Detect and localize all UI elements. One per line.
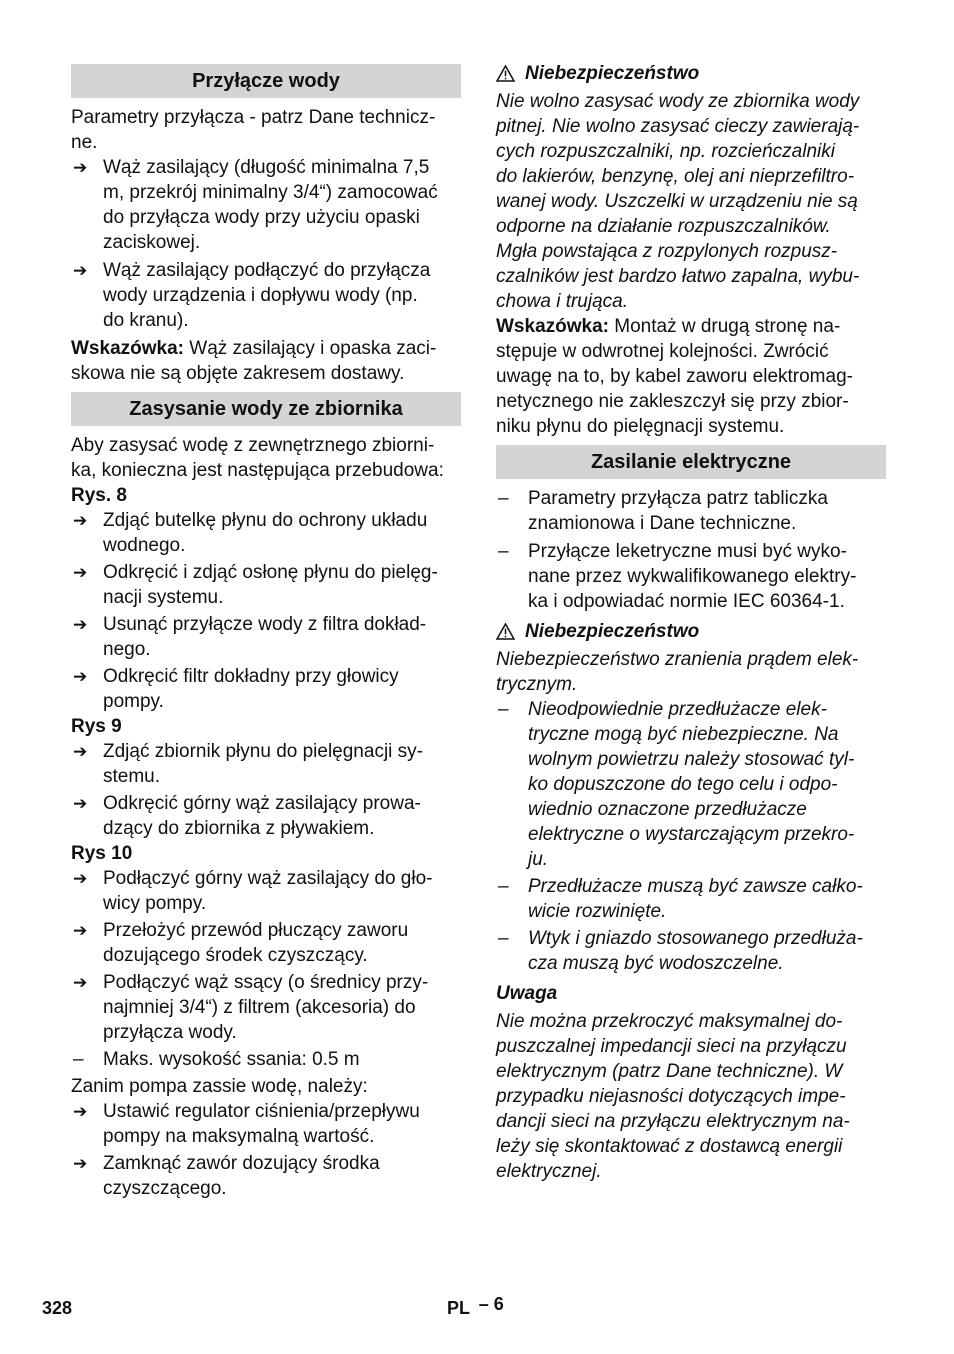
step-item: [71, 791, 461, 841]
step-item: [71, 1151, 461, 1201]
step-item: [71, 612, 461, 662]
step-item: [71, 664, 461, 714]
step-item: [71, 866, 461, 916]
text-line: zaciskowej.: [103, 232, 201, 253]
text-line: nacji systemu.: [103, 587, 224, 608]
warning-triangle-icon: [496, 65, 515, 82]
text-line: uwagę na to, by kabel zaworu elektromag-: [496, 366, 853, 387]
step-item: [71, 1099, 461, 1149]
arrow-icon: ➔: [73, 742, 88, 761]
text-line: Parametry przyłącza patrz tabliczka: [528, 488, 828, 509]
dash-item: [496, 697, 886, 872]
note: [496, 314, 886, 439]
arrow-icon: ➔: [73, 158, 88, 177]
text-line: Nie można przekroczyć maksymalnej do-: [496, 1011, 843, 1032]
text-line: nego.: [103, 639, 151, 660]
arrow-icon: ➔: [73, 563, 88, 582]
text-line: Niebezpieczeństwo: [525, 621, 700, 642]
text-line: Odkręcić filtr dokładny przy głowicy: [103, 666, 399, 687]
warning-heading: [496, 619, 886, 644]
text-line: chowa i trująca.: [496, 291, 629, 312]
arrow-icon: ➔: [73, 869, 88, 888]
dash-item: [71, 1047, 461, 1072]
text-line: do przyłącza wody przy użyciu opaski: [103, 207, 420, 228]
text-line: ka, konieczna jest następująca przebudowa:: [71, 460, 444, 481]
dash-item: [496, 926, 886, 976]
text-line: Wskazówka:: [496, 316, 609, 337]
text-line: Przełożyć przewód płuczący zaworu: [103, 920, 409, 941]
step-item: [71, 560, 461, 610]
text-line: Montaż w drugą stronę na-: [608, 316, 841, 337]
text-line: Niebezpieczeństwo zranienia prądem elek-: [496, 649, 859, 670]
text-line: Wąż zasilający podłączyć do przyłącza: [103, 260, 431, 281]
dash-icon: –: [498, 699, 509, 720]
step-item: [71, 258, 461, 333]
text-line: wody urządzenia i dopływu wody (np.: [103, 285, 418, 306]
figure-ref: Rys 10: [71, 843, 133, 864]
text-line: Zamknąć zawór dozujący środka: [103, 1153, 380, 1174]
dash-item: [496, 874, 886, 924]
arrow-icon: ➔: [73, 667, 88, 686]
text-line: m, przekrój minimalny 3/4“) zamocować: [103, 182, 438, 203]
text-line: Nieodpowiednie przedłużacze elek-: [528, 699, 827, 720]
step-item: [71, 970, 461, 1045]
text-line: dancji sieci na przyłączu elektrycznym na-: [496, 1111, 850, 1132]
page-number: 328: [42, 1298, 73, 1318]
text-line: – 6: [478, 1294, 504, 1314]
section-heading: Zasilanie elektryczne: [496, 445, 886, 479]
text-line: Podłączyć górny wąż zasilający do gło-: [103, 868, 433, 889]
arrow-icon: ➔: [73, 1102, 88, 1121]
text-line: Zdjąć zbiornik płynu do pielęgnacji sy-: [103, 741, 423, 762]
text-line: ne.: [71, 132, 98, 153]
text-line: cych rozpuszczalniki, np. rozcieńczalniki: [496, 141, 835, 162]
step-item: [71, 739, 461, 789]
section-heading: Zasysanie wody ze zbiornika: [71, 392, 461, 426]
text-line: Wąż zasilający (długość minimalna 7,5: [103, 157, 430, 178]
language-page-label: [447, 1294, 504, 1319]
text-line: czalników jest bardzo łatwo zapalna, wybu-: [496, 266, 860, 287]
dash-icon: –: [73, 1049, 84, 1070]
text-line: Wąż zasilający i opaska zaci-: [183, 338, 437, 359]
caution-text: [496, 1009, 886, 1184]
text-line: Nie wolno zasysać wody ze zbiornika wody: [496, 91, 860, 112]
text-line: najmniej 3/4“) z filtrem (akcesoria) do: [103, 997, 416, 1018]
text-line: znamionowa i Dane techniczne.: [528, 513, 797, 534]
warning-text: [496, 89, 886, 314]
text-line: elektryczne o wystarczającym przekro-: [528, 824, 855, 845]
text-line: Zdjąć butelkę płynu do ochrony układu: [103, 510, 428, 531]
text-line: niku płynu do pielęgnacji systemu.: [496, 416, 785, 437]
warning-heading: [496, 61, 886, 86]
text-line: wolnym powietrzu należy stosować tyl-: [528, 749, 855, 770]
dash-item: [496, 539, 886, 614]
warning-text: [496, 647, 886, 697]
warning-triangle-icon: [496, 623, 515, 640]
text-line: przyłącza wody.: [103, 1022, 237, 1043]
text-line: odporne na działanie rozpuszczalników.: [496, 216, 831, 237]
text-line: wiednio oznaczone przedłużacze: [528, 799, 807, 820]
text-line: wicie rozwinięte.: [528, 901, 667, 922]
text-line: stemu.: [103, 766, 161, 787]
text-line: Odkręcić i zdjąć osłonę płynu do pielęg-: [103, 562, 438, 583]
caution-heading: Uwaga: [496, 983, 558, 1004]
text-line: ju.: [528, 849, 549, 870]
text-line: Odkręcić górny wąż zasilający prowa-: [103, 793, 421, 814]
text-line: Usunąć przyłącze wody z filtra dokład-: [103, 614, 427, 635]
left-column: [71, 64, 461, 1201]
section-heading: Przyłącze wody: [71, 64, 461, 98]
arrow-icon: ➔: [73, 1154, 88, 1173]
paragraph: Zanim pompa zassie wodę, należy:: [71, 1076, 368, 1097]
text-line: wodnego.: [103, 535, 186, 556]
figure-ref: Rys. 8: [71, 485, 127, 506]
text-line: Podłączyć wąż ssący (o średnicy przy-: [103, 972, 429, 993]
text-line: netycznego nie zakleszczył się przy zbior-: [496, 391, 849, 412]
text-line: wicy pompy.: [103, 893, 207, 914]
text-line: pompy na maksymalną wartość.: [103, 1126, 375, 1147]
text-line: ko dopuszczone do tego celu i odpo-: [528, 774, 838, 795]
figure-ref: Rys 9: [71, 716, 122, 737]
arrow-icon: ➔: [73, 794, 88, 813]
dash-icon: –: [498, 541, 509, 562]
text-line: Parametry przyłącza - patrz Dane technicz-: [71, 107, 436, 128]
text-line: pompy.: [103, 691, 164, 712]
text-line: dozującego środek czyszczący.: [103, 945, 368, 966]
text-line: elektrycznej.: [496, 1161, 602, 1182]
step-item: [71, 155, 461, 255]
text-line: czyszczącego.: [103, 1178, 227, 1199]
text-line: Aby zasysać wodę z zewnętrznego zbiorni-: [71, 435, 435, 456]
dash-icon: –: [498, 488, 509, 509]
text-line: puszczalnej impedancji sieci na przyłączu: [496, 1036, 847, 1057]
text-line: Niebezpieczeństwo: [525, 63, 700, 84]
text-line: Wtyk i gniazdo stosowanego przedłuża-: [528, 928, 863, 949]
text-line: ka i odpowiadać normie IEC 60364-1.: [528, 591, 845, 612]
arrow-icon: ➔: [73, 615, 88, 634]
text-line: tryczne mogą być niebezpieczne. Na: [528, 724, 839, 745]
dash-item: [496, 486, 886, 536]
dash-icon: –: [498, 928, 509, 949]
text-line: do kranu).: [103, 310, 189, 331]
text-line: przypadku niejasności dotyczących impe-: [496, 1086, 846, 1107]
text-line: do lakierów, benzynę, olej ani nieprzefiltro-: [496, 166, 855, 187]
text-line: stępuje w odwrotnej kolejności. Zwrócić: [496, 341, 829, 362]
text-line: dzący do zbiornika z pływakiem.: [103, 818, 375, 839]
right-column: [496, 61, 886, 1184]
arrow-icon: ➔: [73, 921, 88, 940]
text-line: wanej wody. Uszczelki w urządzeniu nie są: [496, 191, 858, 212]
text-line: Wskazówka:: [71, 338, 184, 359]
text-line: Przyłącze leketryczne musi być wyko-: [528, 541, 847, 562]
note: [71, 336, 461, 386]
text-line: Mgła powstająca z rozpylonych rozpusz-: [496, 241, 838, 262]
text-line: elektrycznym (patrz Dane techniczne). W: [496, 1061, 843, 1082]
text-line: pitnej. Nie wolno zasysać cieczy zawierają-: [496, 116, 860, 137]
text-line: trycznym.: [496, 674, 578, 695]
text-line: nane przez wykwalifikowanego elektry-: [528, 566, 857, 587]
text-line: skowa nie są objęte zakresem dostawy.: [71, 363, 405, 384]
arrow-icon: ➔: [73, 973, 88, 992]
paragraph: [71, 105, 461, 155]
text-line: Maks. wysokość ssania: 0.5 m: [103, 1049, 360, 1070]
step-item: [71, 918, 461, 968]
arrow-icon: ➔: [73, 261, 88, 280]
text-line: leży się skontaktować z dostawcą energii: [496, 1136, 843, 1157]
text-line: PL: [447, 1298, 470, 1318]
text-line: Przedłużacze muszą być zawsze całko-: [528, 876, 863, 897]
arrow-icon: ➔: [73, 511, 88, 530]
text-line: cza muszą być wodoszczelne.: [528, 953, 784, 974]
text-line: Ustawić regulator ciśnienia/przepływu: [103, 1101, 420, 1122]
dash-icon: –: [498, 876, 509, 897]
step-item: [71, 508, 461, 558]
paragraph: [71, 433, 461, 483]
